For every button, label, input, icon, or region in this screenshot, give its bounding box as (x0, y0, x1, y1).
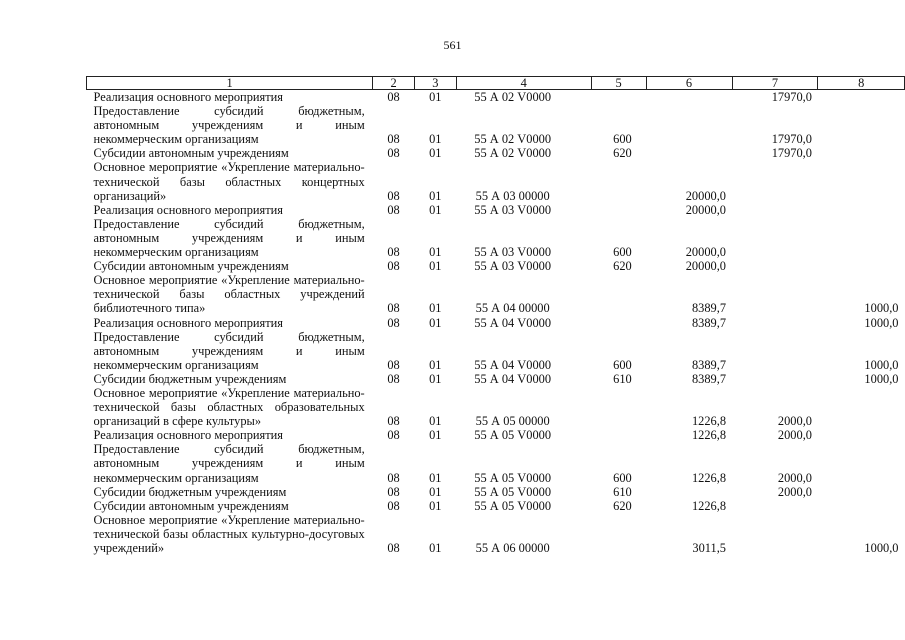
section-code: 08 (387, 301, 400, 316)
row-name: Предоставление субсидий бюджетным, автономным учреждениям и иным некоммерческим организациям (93, 442, 365, 485)
amount-col-7 (732, 259, 818, 273)
amount-col-6 (646, 146, 732, 160)
amount-col-6: 20000,0 (685, 188, 727, 203)
section-code: 08 (387, 202, 400, 217)
row-name: Субсидии автономным учреждениям (93, 259, 289, 274)
section-code: 08 (387, 414, 400, 429)
expense-type-code (591, 273, 646, 315)
table-row (87, 499, 905, 513)
amount-col-7 (732, 273, 818, 315)
row-name: Реализация основного мероприятия (93, 315, 283, 330)
target-article-code: 55 А 04 V0000 (474, 357, 552, 372)
expense-type-code (591, 160, 646, 202)
section-code: 08 (387, 146, 400, 161)
table-row (87, 513, 905, 555)
target-article-code: 55 А 04 V0000 (474, 371, 552, 386)
section-code: 08 (387, 371, 400, 386)
section-code: 08 (387, 428, 400, 443)
column-header: 2 (373, 77, 415, 90)
target-article-code: 55 А 02 V0000 (474, 146, 552, 161)
amount-col-6: 8389,7 (691, 315, 727, 330)
amount-col-6: 1226,8 (691, 414, 727, 429)
amount-col-7: 17970,0 (771, 90, 812, 104)
amount-col-7: 2000,0 (777, 414, 812, 429)
subsection-code: 01 (429, 484, 442, 499)
subsection-code: 01 (429, 202, 442, 217)
target-article-code: 55 А 02 V0000 (474, 90, 552, 104)
amount-col-8 (818, 90, 905, 105)
amount-col-8 (818, 146, 905, 160)
row-name: Предоставление субсидий бюджетным, автономным учреждениям и иным некоммерческим организациям (93, 329, 365, 372)
column-header: 6 (646, 77, 732, 90)
amount-col-8: 1000,0 (864, 301, 899, 316)
amount-col-6: 8389,7 (691, 371, 727, 386)
amount-col-7: 2000,0 (777, 470, 812, 485)
row-name: Основное мероприятие «Укрепление материально-технической базы областных образовательных организаций в сфере культуры» (93, 385, 365, 429)
row-name: Реализация основного мероприятия (93, 202, 283, 217)
amount-col-7 (732, 330, 818, 372)
table-row (87, 217, 905, 259)
amount-col-7: 2000,0 (777, 484, 812, 499)
target-article-code: 55 А 04 00000 (475, 301, 550, 316)
subsection-code: 01 (429, 371, 442, 386)
subsection-code: 01 (429, 428, 442, 443)
column-header: 7 (732, 77, 818, 90)
row-name: Предоставление субсидий бюджетным, автономным учреждениям и иным некоммерческим организациям (93, 104, 365, 147)
expense-type-code (591, 203, 646, 217)
table-row (87, 386, 905, 428)
section-code: 08 (387, 315, 400, 330)
subsection-code: 01 (429, 315, 442, 330)
section-code: 08 (387, 90, 400, 104)
table-row (87, 90, 905, 105)
row-name: Субсидии автономным учреждениям (93, 146, 289, 161)
target-article-code: 55 А 05 V0000 (474, 498, 552, 513)
target-article-code: 55 А 05 V0000 (474, 470, 552, 485)
amount-col-8: 1000,0 (864, 315, 899, 330)
amount-col-6: 1226,8 (691, 498, 727, 513)
row-name: Предоставление субсидий бюджетным, автономным учреждениям и иным некоммерческим организациям (93, 216, 365, 260)
table-row (87, 316, 905, 330)
expense-type-code: 620 (613, 146, 632, 161)
subsection-code: 01 (429, 132, 442, 147)
row-name: Основное мероприятие «Укрепление материально-технической базы областных культурно-досуговых учреждений» (93, 512, 365, 555)
table-row (87, 259, 905, 273)
subsection-code: 01 (429, 301, 442, 316)
column-header: 4 (456, 77, 591, 90)
amount-col-8 (818, 259, 905, 273)
amount-col-7 (732, 499, 818, 513)
amount-col-6: 8389,7 (691, 357, 727, 372)
page-number: 561 (443, 38, 462, 52)
column-header: 5 (591, 77, 646, 90)
table-row (87, 428, 905, 442)
amount-col-7 (732, 160, 818, 202)
subsection-code: 01 (429, 470, 442, 485)
amount-col-6: 1226,8 (691, 428, 727, 443)
table-row (87, 203, 905, 217)
table-row (87, 330, 905, 372)
expense-type-code: 620 (613, 259, 632, 274)
target-article-code: 55 А 05 V0000 (474, 484, 552, 499)
amount-col-8: 1000,0 (864, 371, 899, 386)
table-row (87, 104, 905, 146)
amount-col-6 (646, 485, 732, 499)
subsection-code: 01 (429, 541, 442, 555)
section-code: 08 (387, 357, 400, 372)
column-header: 1 (87, 77, 373, 90)
amount-col-6: 20000,0 (685, 259, 727, 274)
target-article-code: 55 А 05 00000 (475, 414, 550, 429)
amount-col-6: 20000,0 (685, 202, 727, 217)
row-name: Субсидии бюджетным учреждениям (93, 484, 287, 499)
expense-type-code (591, 90, 646, 105)
header-row (87, 77, 905, 90)
amount-col-6 (646, 90, 732, 105)
target-article-code: 55 А 03 V0000 (474, 259, 552, 274)
section-code: 08 (387, 470, 400, 485)
row-name: Реализация основного мероприятия (93, 90, 283, 104)
amount-col-7 (732, 372, 818, 386)
expense-type-code: 610 (613, 484, 632, 499)
amount-col-7 (732, 203, 818, 217)
target-article-code: 55 А 03 V0000 (474, 245, 552, 260)
expense-type-code: 600 (613, 357, 632, 372)
row-name: Основное мероприятие «Укрепление материально-технической базы областных учреждений библиотечного типа» (93, 273, 365, 316)
target-article-code: 55 А 05 V0000 (474, 428, 552, 443)
table-row (87, 160, 905, 202)
subsection-code: 01 (429, 414, 442, 429)
table-row (87, 485, 905, 499)
target-article-code: 55 А 04 V0000 (474, 315, 552, 330)
target-article-code: 55 А 06 00000 (475, 541, 550, 555)
table-row (87, 442, 905, 484)
amount-col-8 (818, 217, 905, 259)
amount-col-7 (732, 513, 818, 555)
expense-type-code: 600 (613, 470, 632, 485)
amount-col-8: 1000,0 (864, 541, 899, 555)
section-code: 08 (387, 541, 400, 555)
section-code: 08 (387, 259, 400, 274)
expense-type-code (591, 428, 646, 442)
section-code: 08 (387, 132, 400, 147)
section-code: 08 (387, 245, 400, 260)
table-row (87, 146, 905, 160)
budget-table (86, 76, 905, 555)
amount-col-8 (818, 160, 905, 202)
expense-type-code: 600 (613, 132, 632, 147)
target-article-code: 55 А 02 V0000 (474, 132, 552, 147)
subsection-code: 01 (429, 357, 442, 372)
target-article-code: 55 А 03 00000 (475, 188, 550, 203)
amount-col-8 (818, 104, 905, 146)
amount-col-8 (818, 428, 905, 442)
amount-col-8 (818, 485, 905, 499)
subsection-code: 01 (429, 259, 442, 274)
column-header: 8 (818, 77, 905, 90)
subsection-code: 01 (429, 90, 442, 104)
expense-type-code: 620 (613, 498, 632, 513)
row-name: Реализация основного мероприятия (93, 428, 283, 443)
table-row (87, 372, 905, 386)
row-name: Субсидии автономным учреждениям (93, 498, 289, 513)
table-row (87, 273, 905, 315)
expense-type-code: 600 (613, 245, 632, 260)
amount-col-7 (732, 217, 818, 259)
amount-col-8: 1000,0 (864, 357, 899, 372)
expense-type-code: 610 (613, 371, 632, 386)
amount-col-7: 17970,0 (771, 132, 812, 147)
expense-type-code (591, 386, 646, 428)
row-name: Основное мероприятие «Укрепление материально-технической базы областных концертных организаций» (93, 160, 365, 203)
amount-col-6: 3011,5 (692, 541, 727, 555)
subsection-code: 01 (429, 498, 442, 513)
section-code: 08 (387, 188, 400, 203)
section-code: 08 (387, 484, 400, 499)
amount-col-7: 17970,0 (771, 146, 812, 161)
amount-col-8 (818, 386, 905, 428)
amount-col-8 (818, 499, 905, 513)
row-name: Субсидии бюджетным учреждениям (93, 371, 287, 386)
amount-col-6 (646, 104, 732, 146)
amount-col-7: 2000,0 (777, 428, 812, 443)
subsection-code: 01 (429, 245, 442, 260)
amount-col-7 (732, 316, 818, 330)
target-article-code: 55 А 03 V0000 (474, 202, 552, 217)
section-code: 08 (387, 498, 400, 513)
subsection-code: 01 (429, 146, 442, 161)
amount-col-6: 20000,0 (685, 245, 727, 260)
subsection-code: 01 (429, 188, 442, 203)
expense-type-code (591, 513, 646, 555)
amount-col-6: 8389,7 (691, 301, 727, 316)
column-header: 3 (414, 77, 456, 90)
amount-col-6: 1226,8 (691, 470, 727, 485)
amount-col-8 (818, 442, 905, 484)
amount-col-8 (818, 203, 905, 217)
expense-type-code (591, 316, 646, 330)
